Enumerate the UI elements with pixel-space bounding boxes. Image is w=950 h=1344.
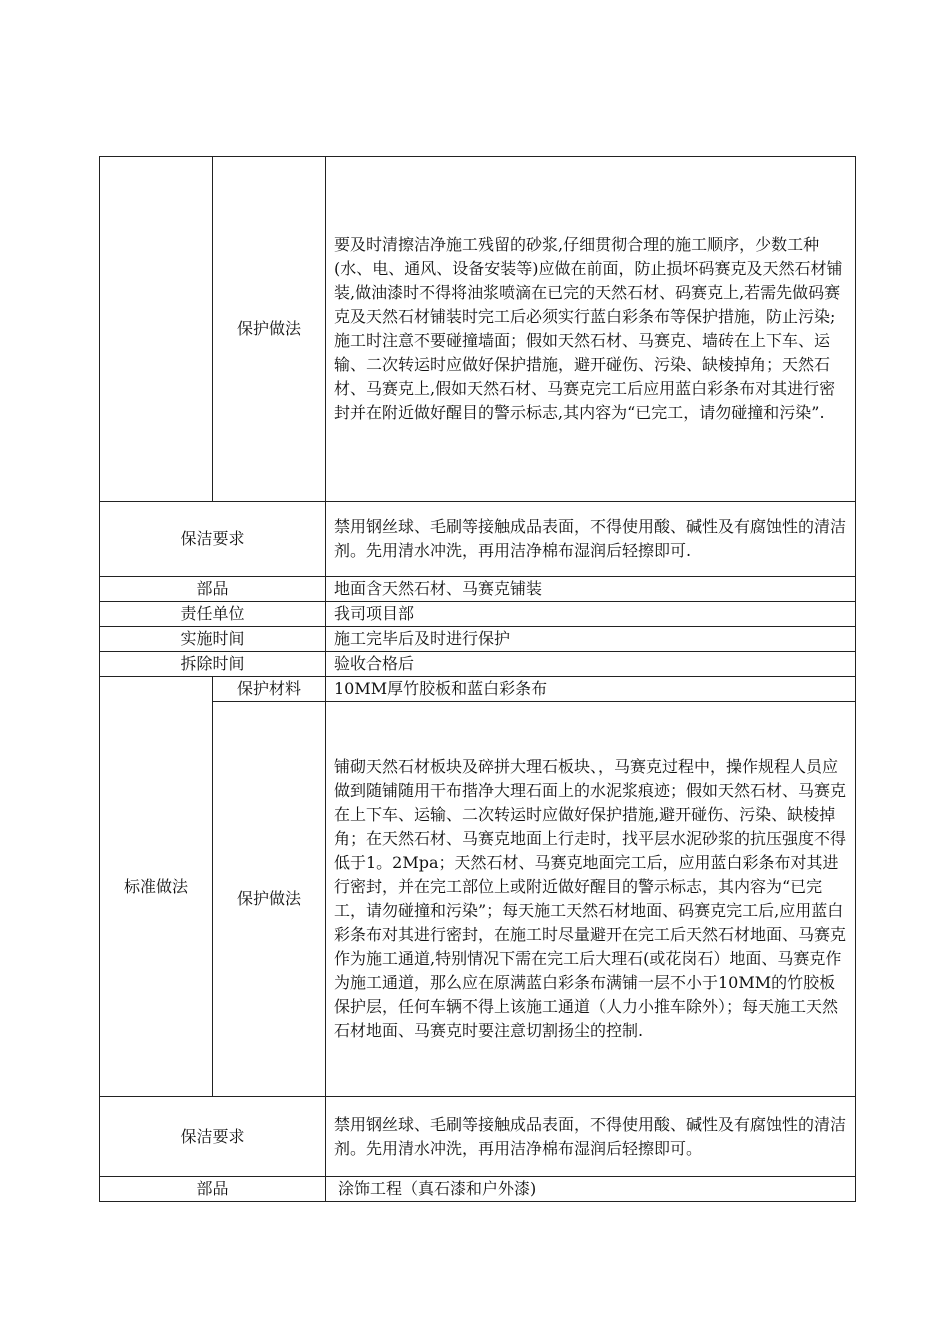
row-content-cell: 地面含天然石材、马赛克铺装	[326, 577, 856, 602]
table-row	[100, 652, 856, 677]
row-label-cell: 拆除时间	[100, 652, 326, 677]
row-sublabel-cell: 保护材料	[213, 677, 326, 702]
table-row	[100, 677, 856, 702]
table-row	[100, 602, 856, 627]
row-sublabel-cell: 保护做法	[213, 157, 326, 502]
row-content-cell: 验收合格后	[326, 652, 856, 677]
table-row	[100, 1097, 856, 1177]
row-content-cell: 要及时清擦洁净施工残留的砂浆,仔细贯彻合理的施工顺序，少数工种(水、电、通风、设备安装等)应做在前面，防止损坏码赛克及天然石材铺装,做油漆时不得将油浆喷滴在已完的天然石材、码赛克上,若需先做码赛克及天然石材铺装时完工后必须实行蓝白彩条布等保护措施，防止污染;施工时注意不要碰撞墙面；假如天然石材、马赛克、墙砖在上下车、运输、二次转运时应做好保护措施，避开碰伤、污染、缺棱掉角；天然石材、马赛克上,假如天然石材、马赛克完工后应用蓝白彩条布对其进行密封并在附近做好醒目的警示标志,其内容为“已完工，请勿碰撞和污染”.	[326, 157, 856, 502]
row-content-cell: 铺砌天然石材板块及碎拼大理石板块、，马赛克过程中，操作规程人员应做到随铺随用干布揩净大理石面上的水泥浆痕迹；假如天然石材、马赛克在上下车、运输、二次转运时应做好保护措施,避开碰伤、污染、缺棱掉角；在天然石材、马赛克地面上行走时，找平层水泥砂浆的抗压强度不得低于1。2Mpa；天然石材、马赛克地面完工后，应用蓝白彩条布对其进行密封，并在完工部位上或附近做好醒目的警示标志，其内容为“已完工，请勿碰撞和污染”；每天施工天然石材地面、码赛克完工后,应用蓝白彩条布对其进行密封，在施工时尽量避开在完工后天然石材地面、马赛克作为施工通道,特别情况下需在完工后大理石(或花岗石）地面、马赛克作为施工通道，那么应在原满蓝白彩条布满铺一层不小于10MM的竹胶板保护层，任何车辆不得上该施工通道（人力小推车除外）；每天施工天然石材地面、马赛克时要注意切割扬尘的控制.	[326, 702, 856, 1097]
table-row	[100, 627, 856, 652]
row-content-cell: 10MM厚竹胶板和蓝白彩条布	[326, 677, 856, 702]
row-label-cell: 保洁要求	[100, 1097, 326, 1177]
table-row	[100, 1177, 856, 1202]
row-label-cell: 部品	[100, 577, 326, 602]
table-row	[100, 702, 856, 1097]
row-category-cell: 标准做法	[100, 677, 213, 1097]
protection-table	[99, 156, 856, 1202]
row-label-cell: 实施时间	[100, 627, 326, 652]
table-row	[100, 157, 856, 502]
table-row	[100, 502, 856, 577]
row-content-cell: 施工完毕后及时进行保护	[326, 627, 856, 652]
row-label-cell: 责任单位	[100, 602, 326, 627]
row-sublabel-cell: 保护做法	[213, 702, 326, 1097]
row-category-cell	[100, 157, 213, 502]
row-content-cell: 禁用钢丝球、毛刷等接触成品表面，不得使用酸、碱性及有腐蚀性的清洁剂。先用清水冲洗，再用洁净棉布湿润后轻擦即可。	[326, 1097, 856, 1177]
table-row	[100, 577, 856, 602]
row-content-cell: 禁用钢丝球、毛刷等接触成品表面，不得使用酸、碱性及有腐蚀性的清洁剂。先用清水冲洗，再用洁净棉布湿润后轻擦即可.	[326, 502, 856, 577]
row-content-cell: 涂饰工程（真石漆和户外漆)	[326, 1177, 856, 1202]
row-label-cell: 保洁要求	[100, 502, 326, 577]
row-content-cell: 我司项目部	[326, 602, 856, 627]
row-label-cell: 部品	[100, 1177, 326, 1202]
